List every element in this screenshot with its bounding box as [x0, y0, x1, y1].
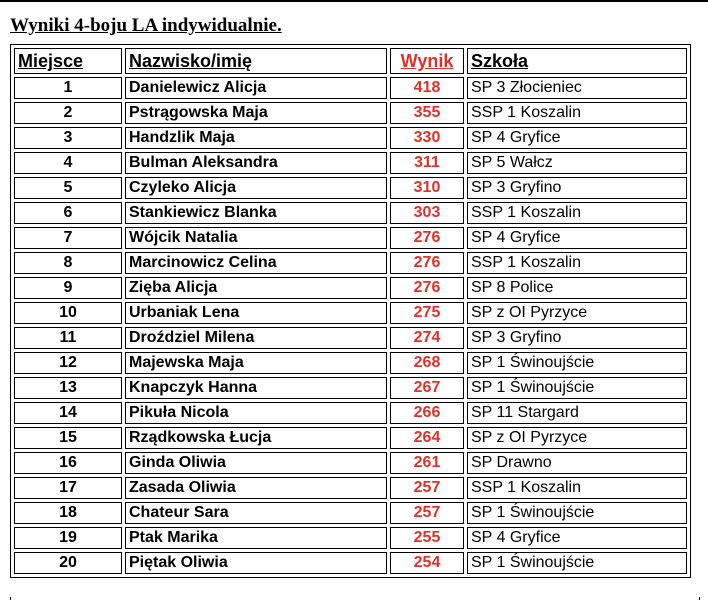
- school-cell: SP 11 Stargard: [467, 402, 687, 424]
- table-row: [14, 127, 687, 149]
- score-cell: 257: [390, 502, 464, 524]
- page-title: Wyniki 4-boju LA indywidualnie.: [10, 15, 282, 36]
- name-cell: Pikuła Nicola: [125, 402, 387, 424]
- table-row: [14, 152, 687, 174]
- score-cell: 310: [390, 177, 464, 199]
- table-row: [14, 427, 687, 449]
- school-cell: SP Drawno: [467, 452, 687, 474]
- school-cell: SSP 1 Koszalin: [467, 477, 687, 499]
- name-cell: Ginda Oliwia: [125, 452, 387, 474]
- name-cell: Danielewicz Alicja: [125, 77, 387, 99]
- top-rule: [0, 0, 708, 2]
- score-cell: 274: [390, 327, 464, 349]
- place-cell: 5: [14, 177, 122, 199]
- table-row: [14, 477, 687, 499]
- score-cell: 311: [390, 152, 464, 174]
- score-cell: 255: [390, 527, 464, 549]
- place-cell: 3: [14, 127, 122, 149]
- name-cell: Czyleko Alicja: [125, 177, 387, 199]
- place-cell: 8: [14, 252, 122, 274]
- school-cell: SP 4 Gryfice: [467, 127, 687, 149]
- place-cell: 16: [14, 452, 122, 474]
- school-cell: SP 1 Świnoujście: [467, 552, 687, 574]
- name-cell: Knapczyk Hanna: [125, 377, 387, 399]
- name-cell: Handzlik Maja: [125, 127, 387, 149]
- score-cell: 261: [390, 452, 464, 474]
- score-cell: 275: [390, 302, 464, 324]
- header-name: Nazwisko/imię: [125, 48, 387, 74]
- place-cell: 13: [14, 377, 122, 399]
- score-cell: 418: [390, 77, 464, 99]
- place-cell: 2: [14, 102, 122, 124]
- school-cell: SP z OI Pyrzyce: [467, 302, 687, 324]
- name-cell: Zasada Oliwia: [125, 477, 387, 499]
- score-cell: 267: [390, 377, 464, 399]
- table-row: [14, 502, 687, 524]
- school-cell: SP 3 Złocieniec: [467, 77, 687, 99]
- school-cell: SP 1 Świnoujście: [467, 352, 687, 374]
- results-table: [10, 44, 691, 578]
- header-row: [14, 48, 687, 74]
- school-cell: SP 1 Świnoujście: [467, 377, 687, 399]
- name-cell: Marcinowicz Celina: [125, 252, 387, 274]
- name-cell: Rządkowska Łucja: [125, 427, 387, 449]
- table-row: [14, 552, 687, 574]
- table-row: [14, 377, 687, 399]
- place-cell: 15: [14, 427, 122, 449]
- name-cell: Piętak Oliwia: [125, 552, 387, 574]
- table-row: [14, 302, 687, 324]
- name-cell: Droździel Milena: [125, 327, 387, 349]
- place-cell: 20: [14, 552, 122, 574]
- school-cell: SP z OI Pyrzyce: [467, 427, 687, 449]
- score-cell: 276: [390, 227, 464, 249]
- header-school: Szkoła: [467, 48, 687, 74]
- table-row: [14, 327, 687, 349]
- name-cell: Urbaniak Lena: [125, 302, 387, 324]
- header-score: Wynik: [390, 48, 464, 74]
- table-row: [14, 527, 687, 549]
- score-cell: 276: [390, 252, 464, 274]
- name-cell: Pstrągowska Maja: [125, 102, 387, 124]
- school-cell: SP 4 Gryfice: [467, 227, 687, 249]
- name-cell: Chateur Sara: [125, 502, 387, 524]
- score-cell: 254: [390, 552, 464, 574]
- results-body: [14, 77, 687, 574]
- name-cell: Bulman Aleksandra: [125, 152, 387, 174]
- place-cell: 1: [14, 77, 122, 99]
- school-cell: SP 8 Police: [467, 277, 687, 299]
- name-cell: Wójcik Natalia: [125, 227, 387, 249]
- school-cell: SP 3 Gryfino: [467, 327, 687, 349]
- table-row: [14, 227, 687, 249]
- school-cell: SSP 1 Koszalin: [467, 202, 687, 224]
- place-cell: 12: [14, 352, 122, 374]
- table-row: [14, 352, 687, 374]
- place-cell: 9: [14, 277, 122, 299]
- score-cell: 257: [390, 477, 464, 499]
- score-cell: 355: [390, 102, 464, 124]
- place-cell: 17: [14, 477, 122, 499]
- place-cell: 6: [14, 202, 122, 224]
- name-cell: Majewska Maja: [125, 352, 387, 374]
- table-row: [14, 77, 687, 99]
- score-cell: 276: [390, 277, 464, 299]
- score-cell: 330: [390, 127, 464, 149]
- table-row: [14, 177, 687, 199]
- school-cell: SP 3 Gryfino: [467, 177, 687, 199]
- place-cell: 18: [14, 502, 122, 524]
- name-cell: Ptak Marika: [125, 527, 387, 549]
- place-cell: 7: [14, 227, 122, 249]
- school-cell: SP 1 Świnoujście: [467, 502, 687, 524]
- school-cell: SP 5 Wałcz: [467, 152, 687, 174]
- place-cell: 19: [14, 527, 122, 549]
- place-cell: 14: [14, 402, 122, 424]
- place-cell: 10: [14, 302, 122, 324]
- score-cell: 264: [390, 427, 464, 449]
- place-cell: 11: [14, 327, 122, 349]
- table-row: [14, 102, 687, 124]
- header-place: Miejsce: [14, 48, 122, 74]
- place-cell: 4: [14, 152, 122, 174]
- score-cell: 303: [390, 202, 464, 224]
- table-row: [14, 202, 687, 224]
- score-cell: 266: [390, 402, 464, 424]
- school-cell: SSP 1 Koszalin: [467, 252, 687, 274]
- table-row: [14, 452, 687, 474]
- table-row: [14, 252, 687, 274]
- score-cell: 268: [390, 352, 464, 374]
- name-cell: Stankiewicz Blanka: [125, 202, 387, 224]
- school-cell: SP 4 Gryfice: [467, 527, 687, 549]
- school-cell: SSP 1 Koszalin: [467, 102, 687, 124]
- table-row: [14, 277, 687, 299]
- name-cell: Zięba Alicja: [125, 277, 387, 299]
- table-row: [14, 402, 687, 424]
